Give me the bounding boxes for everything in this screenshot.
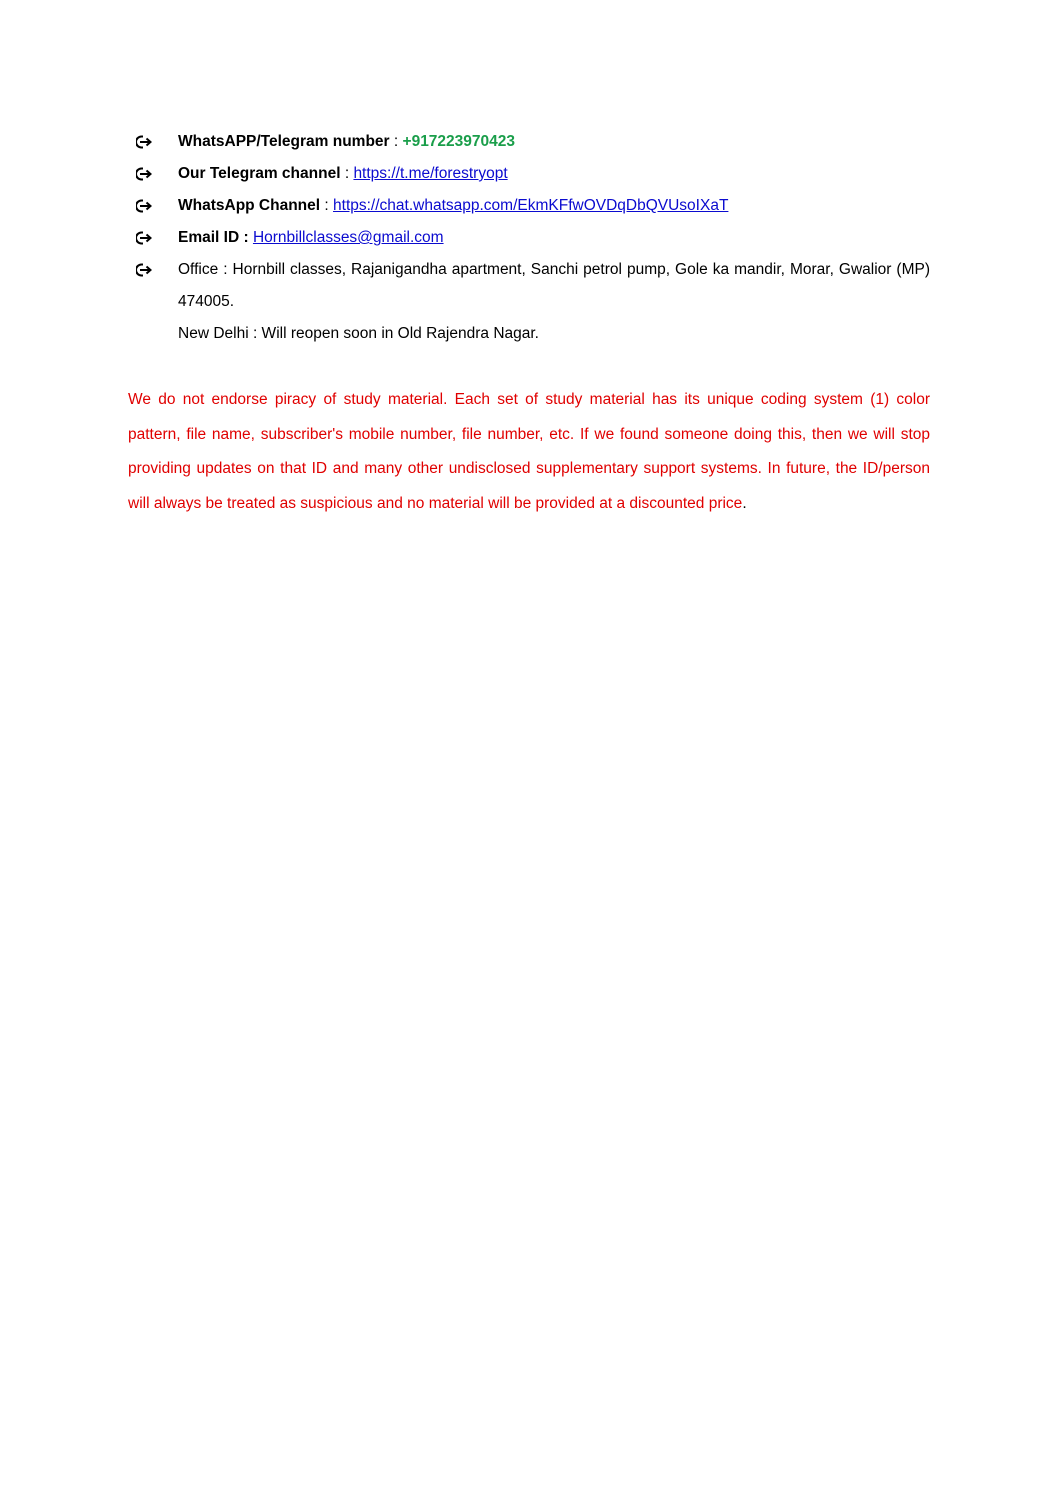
separator: : bbox=[389, 133, 403, 150]
arrow-right-circle-icon bbox=[134, 158, 154, 190]
contact-item-whatsapp-channel bbox=[134, 190, 930, 222]
whatsapp-channel-label: WhatsApp Channel bbox=[178, 197, 321, 214]
contact-list bbox=[134, 126, 930, 350]
disclaimer-period: . bbox=[742, 494, 747, 512]
arrow-right-circle-icon bbox=[134, 190, 154, 222]
separator: : bbox=[320, 197, 334, 214]
telegram-channel-label: Our Telegram channel bbox=[178, 165, 341, 182]
contact-item-email bbox=[134, 222, 930, 254]
phone-number: +917223970423 bbox=[402, 133, 516, 150]
arrow-right-circle-icon bbox=[134, 222, 154, 254]
email-label: Email ID : bbox=[178, 229, 249, 246]
separator: : bbox=[340, 165, 354, 182]
contact-item-telegram-channel bbox=[134, 158, 930, 190]
whatsapp-telegram-label: WhatsAPP/Telegram number bbox=[178, 133, 390, 150]
new-delhi-text: : Will reopen soon in Old Rajendra Nagar. bbox=[248, 325, 539, 342]
whatsapp-channel-link[interactable]: https://chat.whatsapp.com/EkmKFfwOVDqDbQVUsoIXaT bbox=[333, 197, 729, 214]
arrow-right-circle-icon bbox=[134, 254, 154, 286]
contact-item-whatsapp-telegram bbox=[134, 126, 930, 158]
disclaimer-text: We do not endorse piracy of study material. Each set of study material has its unique coding system (1) color pattern, file name, subscriber's mobile number, file number, etc. If we found someone doing this, then we will stop providing updates on that ID and many other undisclosed supplementary support systems. In future, the ID/person will always be treated as suspicious and no material will be provided at a discounted price bbox=[128, 391, 930, 512]
arrow-right-circle-icon bbox=[134, 126, 154, 158]
office-address: Office : Hornbill classes, Rajanigandha apartment, Sanchi petrol pump, Gole ka mandir, Morar, Gwalior (MP) 474005. bbox=[178, 261, 930, 310]
piracy-disclaimer bbox=[128, 383, 930, 521]
email-link[interactable]: Hornbillclasses@gmail.com bbox=[252, 229, 444, 246]
new-delhi-note bbox=[178, 318, 930, 350]
new-delhi-label: New Delhi bbox=[178, 325, 249, 342]
telegram-channel-link[interactable]: https://t.me/forestryopt bbox=[353, 165, 508, 182]
contact-item-office bbox=[134, 254, 930, 350]
